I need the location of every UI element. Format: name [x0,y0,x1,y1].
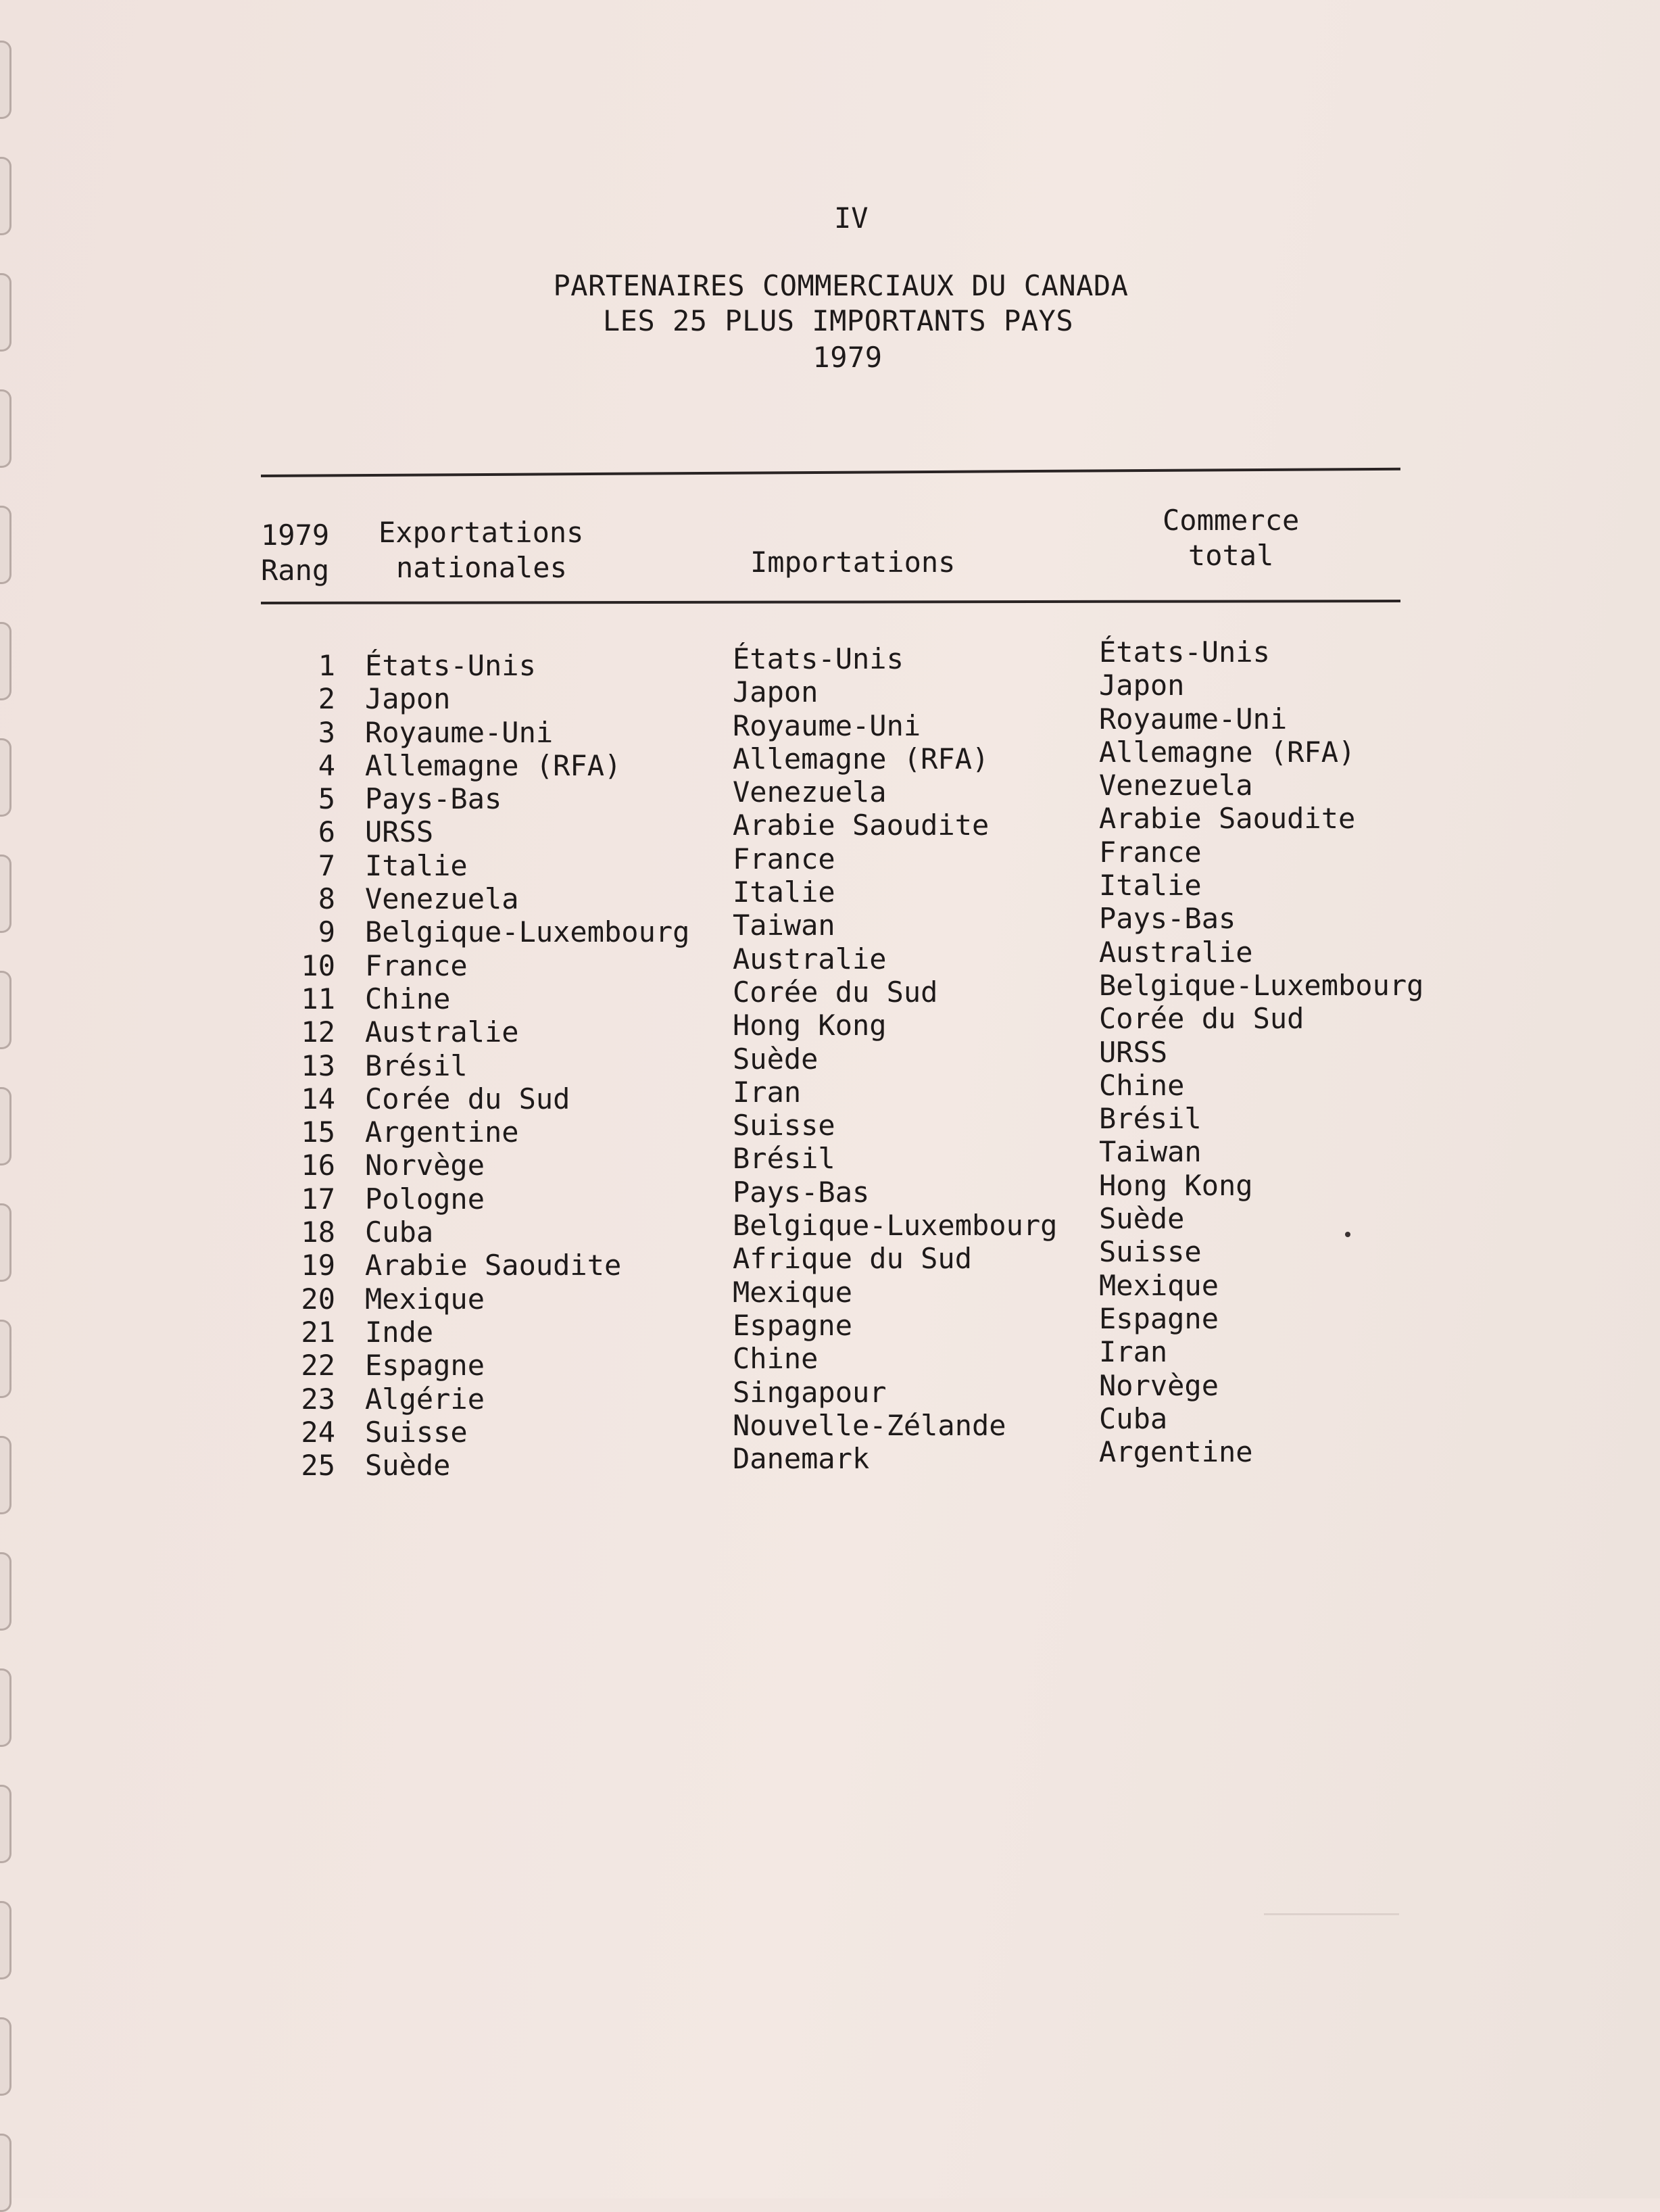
rank-cell: 14 [301,1082,335,1115]
total-cell: Pays-Bas [1099,902,1236,936]
imports-cell: Australie [733,942,887,976]
exports-cell: Norvège [365,1149,485,1182]
binding-ring [0,1785,11,1863]
rank-cell: 9 [318,915,335,949]
header-total-line2: total [1188,539,1274,572]
binding-ring [0,2134,11,2212]
rank-cell: 7 [318,848,335,882]
rank-cell: 6 [318,815,335,849]
imports-cell: Iran [733,1075,802,1109]
binding-ring [0,622,11,700]
rank-cell: 16 [301,1149,335,1182]
imports-cell: Italie [733,875,835,909]
exports-cell: Allemagne (RFA) [365,748,622,782]
binding-ring [0,1203,11,1282]
total-cell: URSS [1099,1035,1168,1069]
imports-column [733,642,1057,1475]
rank-cell: 18 [301,1216,335,1249]
binding-ring [0,1436,11,1514]
imports-cell: Royaume-Uni [733,708,921,742]
rank-cell: 4 [318,748,335,782]
imports-cell: Afrique du Sud [733,1242,973,1276]
imports-cell: Singapour [733,1375,887,1409]
imports-cell: Chine [733,1342,819,1376]
binding-ring [0,157,11,235]
binding-ring [0,389,11,468]
imports-cell: Brésil [733,1142,835,1176]
rank-cell: 3 [318,715,335,749]
rank-cell: 25 [301,1449,335,1483]
total-cell: Suisse [1099,1235,1202,1269]
exports-cell: Japon [365,682,451,716]
rank-cell: 12 [301,1015,335,1049]
exports-cell: Pologne [365,1182,485,1216]
total-cell: Argentine [1099,1435,1253,1469]
binding-ring [0,1552,11,1631]
rank-cell: 11 [301,982,335,1015]
imports-cell: Pays-Bas [733,1175,870,1209]
binding-ring [0,1668,11,1747]
exports-cell: Mexique [365,1282,485,1316]
rank-cell: 22 [301,1349,335,1382]
total-cell: Mexique [1099,1268,1219,1302]
imports-cell: Nouvelle-Zélande [733,1408,1006,1442]
binding-ring [0,1901,11,1979]
total-cell: Chine [1099,1068,1185,1102]
exports-cell: États-Unis [365,649,536,682]
page-number: IV [834,201,869,235]
imports-cell: Suisse [733,1109,835,1143]
total-cell: Japon [1099,669,1185,702]
imports-cell: Mexique [733,1275,853,1309]
rank-column [261,649,335,1482]
total-cell: Hong Kong [1099,1168,1253,1202]
header-rank-line1: 1979 [261,519,330,552]
total-cell: Iran [1099,1335,1168,1369]
exports-column [365,649,689,1482]
exports-cell: Pays-Bas [365,782,502,816]
total-cell: France [1099,835,1202,869]
total-cell: Italie [1099,869,1202,903]
total-cell: Belgique-Luxembourg [1099,968,1424,1002]
total-cell: Norvège [1099,1368,1219,1402]
exports-cell: Chine [365,982,451,1015]
exports-cell: Suisse [365,1415,468,1449]
exports-cell: Royaume-Uni [365,715,554,749]
binding-ring [0,738,11,817]
exports-cell: Arabie Saoudite [365,1249,622,1282]
exports-cell: Suède [365,1449,451,1483]
header-total-line1: Commerce [1163,504,1300,537]
rank-cell: 13 [301,1049,335,1082]
rank-cell: 23 [301,1382,335,1416]
binding-ring [0,506,11,584]
header-rank [261,518,329,588]
total-cell: Corée du Sud [1099,1002,1304,1036]
imports-cell: Suède [733,1042,819,1076]
title-line-3: 1979 [812,341,883,374]
imports-cell: Belgique-Luxembourg [733,1209,1058,1243]
exports-cell: Brésil [365,1049,468,1082]
imports-cell: Arabie Saoudite [733,809,990,842]
exports-cell: Corée du Sud [365,1082,570,1115]
total-cell: Brésil [1099,1102,1202,1136]
exports-cell: Espagne [365,1349,485,1382]
imports-cell: Corée du Sud [733,975,938,1009]
total-cell: Arabie Saoudite [1099,802,1356,836]
total-cell: Australie [1099,935,1253,969]
exports-cell: Argentine [365,1115,519,1149]
header-exports-line1: Exportations [379,516,584,549]
total-cell: États-Unis [1099,635,1270,669]
header-imports: Importations [750,546,956,579]
ink-speck [1345,1232,1350,1237]
total-cell: Espagne [1099,1301,1219,1335]
exports-cell: Belgique-Luxembourg [365,915,690,949]
header-rank-line2: Rang [261,554,330,587]
rank-cell: 2 [318,682,335,716]
rank-cell: 24 [301,1415,335,1449]
exports-cell: Australie [365,1015,519,1049]
total-cell: Royaume-Uni [1099,702,1288,736]
rank-cell: 5 [318,782,335,816]
imports-cell: Allemagne (RFA) [733,742,990,775]
imports-cell: Danemark [733,1442,870,1476]
total-column [1099,635,1423,1468]
rank-cell: 8 [318,882,335,916]
binding-ring [0,2017,11,2096]
total-cell: Taiwan [1099,1135,1202,1169]
exports-cell: France [365,948,468,982]
imports-cell: Taiwan [733,909,835,942]
total-cell: Venezuela [1099,769,1253,802]
binding-ring [0,1087,11,1165]
total-cell: Allemagne (RFA) [1099,735,1356,769]
title-line-1: PARTENAIRES COMMERCIAUX DU CANADA [553,269,1129,302]
binding-ring [0,971,11,1049]
binding-ring [0,1320,11,1398]
imports-cell: France [733,842,835,875]
show-through-rule [1264,1913,1399,1915]
rank-cell: 21 [301,1315,335,1349]
exports-cell: Algérie [365,1382,485,1416]
header-exports-line2: nationales [396,551,567,584]
rank-cell: 10 [301,948,335,982]
header-total [1163,503,1299,573]
rank-cell: 15 [301,1115,335,1149]
rank-cell: 19 [301,1249,335,1282]
imports-cell: Venezuela [733,775,887,809]
imports-cell: États-Unis [733,642,904,675]
imports-cell: Espagne [733,1308,853,1342]
total-cell: Cuba [1099,1401,1168,1435]
exports-cell: Inde [365,1315,434,1349]
exports-cell: Italie [365,848,468,882]
imports-cell: Hong Kong [733,1009,887,1042]
imports-cell: Japon [733,675,819,709]
title-line-2: LES 25 PLUS IMPORTANTS PAYS [602,304,1074,337]
rank-cell: 20 [301,1282,335,1316]
binding-ring [0,41,11,119]
exports-cell: URSS [365,815,434,849]
header-exports [379,515,583,585]
binding-ring [0,855,11,933]
rank-cell: 1 [318,649,335,682]
exports-cell: Venezuela [365,882,519,916]
rank-cell: 17 [301,1182,335,1216]
total-cell: Suède [1099,1202,1185,1236]
exports-cell: Cuba [365,1216,434,1249]
